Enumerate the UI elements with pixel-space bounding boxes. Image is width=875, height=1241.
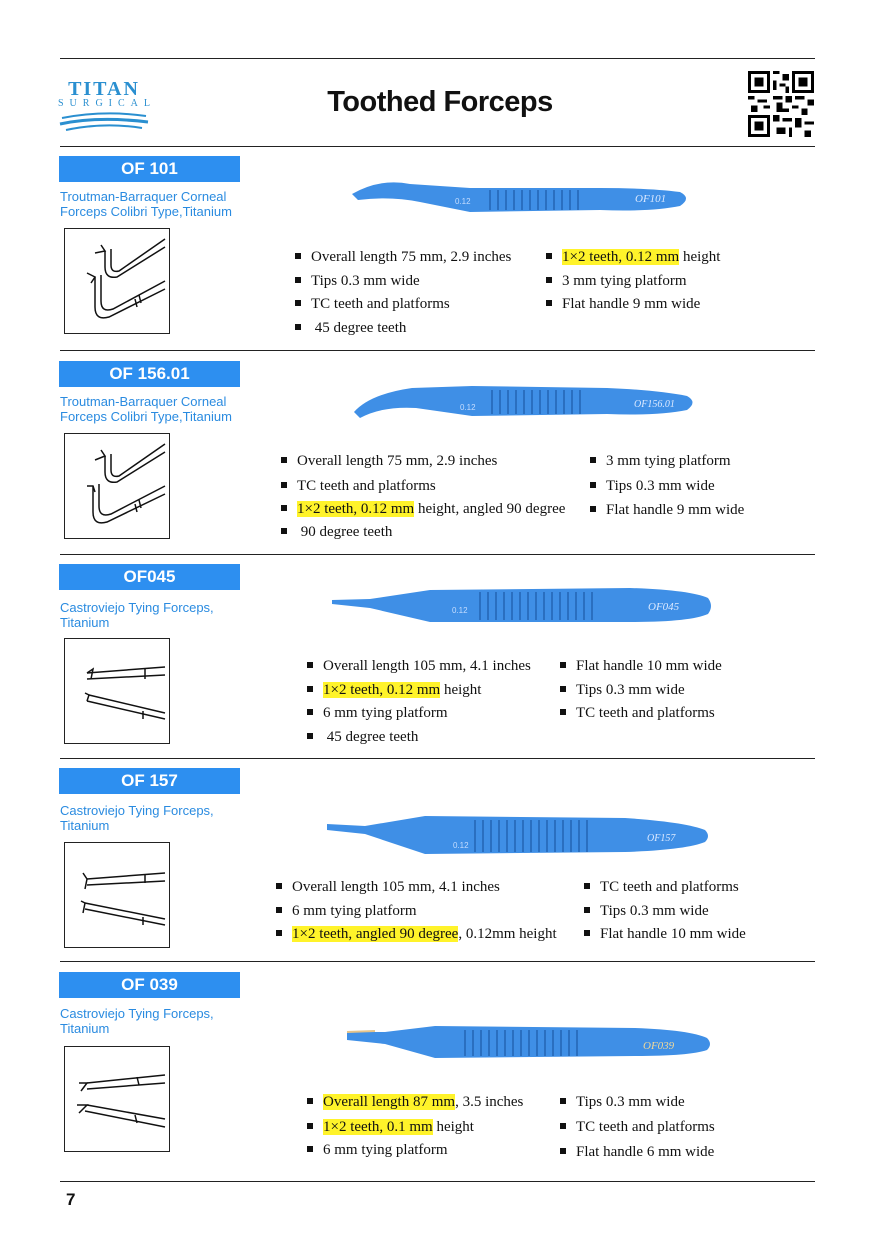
tool-mark: OF101 (635, 193, 667, 205)
spec-item (560, 1143, 714, 1161)
spec-item (560, 1093, 685, 1111)
spec-text: Overall length 105 mm, 4.1 inches (292, 879, 500, 895)
product-name (60, 394, 280, 424)
product-name (60, 1006, 280, 1036)
spec-text: , 0.12mm height (458, 926, 557, 942)
bullet-icon (307, 1146, 313, 1152)
tool-mark: OF045 (648, 601, 680, 613)
bullet-icon (276, 930, 282, 936)
product-code: OF 039 (59, 972, 240, 998)
product-name (60, 600, 280, 630)
spec-text: 3 mm tying platform (606, 453, 731, 469)
spec-highlight: 1×2 teeth, angled 90 degree (292, 926, 459, 942)
bullet-icon (307, 1123, 313, 1129)
spec-item (307, 1118, 474, 1136)
bullet-icon (276, 907, 282, 913)
spec-item (546, 295, 700, 313)
spec-item (546, 272, 687, 290)
bullet-icon (584, 930, 590, 936)
spec-text: TC teeth and platforms (311, 296, 450, 312)
spec-text: Overall length 105 mm, 4.1 inches (323, 658, 531, 674)
spec-text: Tips 0.3 mm wide (606, 478, 715, 494)
spec-item (295, 295, 450, 313)
spec-item (590, 477, 715, 495)
spec-text: Overall length 75 mm, 2.9 inches (311, 249, 512, 265)
bullet-icon (307, 709, 313, 715)
spec-item (295, 272, 420, 290)
spec-text: 6 mm tying platform (323, 1142, 448, 1158)
bullet-icon (560, 709, 566, 715)
forceps-image (352, 374, 702, 429)
bullet-icon (307, 1098, 313, 1104)
titan-logo (58, 78, 157, 136)
spec-text: Flat handle 6 mm wide (576, 1144, 715, 1160)
spec-item (584, 878, 739, 896)
spec-item (560, 681, 685, 699)
spec-text: height (440, 682, 482, 698)
bullet-icon (295, 300, 301, 306)
product-name-line: Castroviejo Tying Forceps, (60, 1006, 214, 1021)
spec-item (276, 925, 557, 943)
page-number: 7 (66, 1190, 76, 1209)
bullet-icon (276, 883, 282, 889)
spec-text: 6 mm tying platform (292, 903, 417, 919)
tool-mark: 0.12 (453, 841, 469, 850)
bullet-icon (560, 662, 566, 668)
spec-item (307, 704, 448, 722)
spec-text: height (432, 1119, 474, 1135)
tool-mark: 0.12 (460, 403, 476, 412)
spec-highlight: 1×2 teeth, 0.12 mm (323, 682, 441, 698)
tip-diagram (64, 842, 170, 948)
forceps-image (350, 172, 695, 227)
spec-text: TC teeth and platforms (576, 705, 715, 721)
spec-text: Tips 0.3 mm wide (576, 682, 685, 698)
section-divider (60, 758, 815, 759)
spec-item (307, 1141, 448, 1159)
product-code: OF 157 (59, 768, 240, 794)
spec-text: 45 degree teeth (323, 729, 419, 745)
spec-item (584, 902, 709, 920)
spec-highlight: Overall length 87 mm (323, 1094, 456, 1110)
bullet-icon (560, 1123, 566, 1129)
logo-subword: SURGICAL (58, 98, 157, 109)
forceps-image (345, 1022, 715, 1067)
bullet-icon (590, 482, 596, 488)
bullet-icon (584, 883, 590, 889)
bullet-icon (307, 733, 313, 739)
spec-item (281, 523, 392, 541)
spec-item (295, 248, 511, 266)
bullet-icon (584, 907, 590, 913)
product-name-line: Titanium (60, 1021, 110, 1036)
spec-text: Flat handle 9 mm wide (562, 296, 701, 312)
bullet-icon (560, 1098, 566, 1104)
section-divider (60, 554, 815, 555)
product-name-line: Troutman-Barraquer Corneal (60, 394, 227, 409)
spec-text: 3 mm tying platform (562, 273, 687, 289)
product-code: OF 156.01 (59, 361, 240, 387)
spec-text: Flat handle 9 mm wide (606, 502, 745, 518)
tool-mark: 0.12 (455, 197, 471, 206)
bullet-icon (295, 277, 301, 283)
spec-item (307, 728, 418, 746)
spec-highlight: 1×2 teeth, 0.1 mm (323, 1119, 433, 1135)
bullet-icon (590, 457, 596, 463)
product-name-line: Troutman-Barraquer Corneal (60, 189, 227, 204)
spec-item (281, 500, 565, 518)
product-name (60, 803, 280, 833)
bullet-icon (281, 482, 287, 488)
section-divider (60, 350, 815, 351)
section-divider (60, 961, 815, 962)
header-rule (60, 146, 815, 147)
spec-text: 90 degree teeth (297, 524, 393, 540)
spec-item (584, 925, 746, 943)
logo-swoosh-icon (58, 108, 150, 134)
spec-item (295, 319, 406, 337)
spec-item (560, 657, 722, 675)
spec-item (307, 657, 531, 675)
logo-word: TITAN (68, 78, 140, 100)
tip-diagram (64, 433, 170, 539)
spec-item (560, 1118, 715, 1136)
product-name (60, 189, 280, 219)
bullet-icon (590, 506, 596, 512)
spec-item (546, 248, 720, 266)
spec-text: Flat handle 10 mm wide (600, 926, 746, 942)
spec-item (590, 501, 744, 519)
page-title: Toothed Forceps (327, 86, 553, 118)
bullet-icon (546, 253, 552, 259)
bullet-icon (281, 457, 287, 463)
spec-item (276, 878, 500, 896)
spec-text: height (679, 249, 721, 265)
bullet-icon (307, 686, 313, 692)
product-name-line: Forceps Colibri Type,Titanium (60, 204, 232, 219)
tool-mark: OF157 (647, 833, 676, 844)
spec-item (307, 1093, 523, 1111)
spec-text: , 3.5 inches (455, 1094, 524, 1110)
product-name-line: Forceps Colibri Type,Titanium (60, 409, 232, 424)
spec-text: height, angled 90 degree (414, 501, 566, 517)
footer-rule (60, 1181, 815, 1182)
spec-item (590, 452, 731, 470)
spec-item (276, 902, 417, 920)
bullet-icon (560, 1148, 566, 1154)
spec-item (560, 704, 715, 722)
spec-item (281, 452, 497, 470)
tool-mark: OF156.01 (634, 399, 675, 410)
spec-text: TC teeth and platforms (297, 478, 436, 494)
spec-highlight: 1×2 teeth, 0.12 mm (297, 501, 415, 517)
spec-text: TC teeth and platforms (576, 1119, 715, 1135)
spec-text: 45 degree teeth (311, 320, 407, 336)
spec-text: Tips 0.3 mm wide (311, 273, 420, 289)
forceps-image (330, 582, 715, 632)
tip-diagram (64, 1046, 170, 1152)
spec-text: Overall length 75 mm, 2.9 inches (297, 453, 498, 469)
bullet-icon (307, 662, 313, 668)
bullet-icon (560, 686, 566, 692)
forceps-image (325, 808, 715, 863)
product-code: OF045 (59, 564, 240, 590)
spec-text: Tips 0.3 mm wide (576, 1094, 685, 1110)
spec-text: TC teeth and platforms (600, 879, 739, 895)
product-name-line: Titanium (60, 818, 110, 833)
product-name-line: Castroviejo Tying Forceps, (60, 600, 214, 615)
spec-item (281, 477, 436, 495)
tool-mark: 0.12 (452, 606, 468, 615)
tool-mark: OF039 (643, 1040, 675, 1052)
tip-diagram (64, 228, 170, 334)
product-name-line: Castroviejo Tying Forceps, (60, 803, 214, 818)
bullet-icon (546, 277, 552, 283)
spec-text: Flat handle 10 mm wide (576, 658, 722, 674)
qr-code-icon[interactable] (748, 71, 814, 137)
top-rule (60, 58, 815, 59)
bullet-icon (281, 528, 287, 534)
spec-item (307, 681, 481, 699)
product-name-line: Titanium (60, 615, 110, 630)
bullet-icon (295, 253, 301, 259)
spec-text: 6 mm tying platform (323, 705, 448, 721)
tip-diagram (64, 638, 170, 744)
bullet-icon (546, 300, 552, 306)
spec-text: Tips 0.3 mm wide (600, 903, 709, 919)
bullet-icon (295, 324, 301, 330)
bullet-icon (281, 505, 287, 511)
spec-highlight: 1×2 teeth, 0.12 mm (562, 249, 680, 265)
product-code: OF 101 (59, 156, 240, 182)
